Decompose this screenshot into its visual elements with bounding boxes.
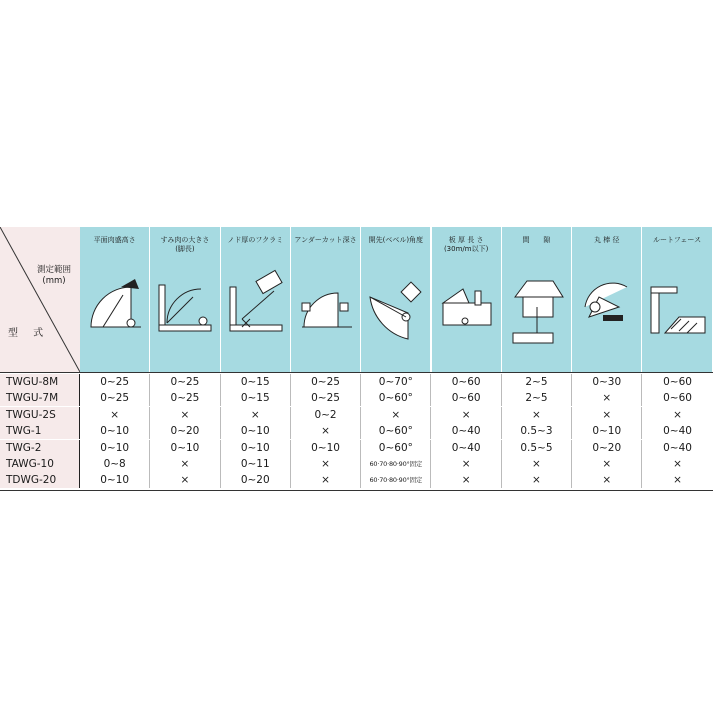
- column-title: 平面肉盛高さ: [93, 236, 136, 244]
- table-cell: ×: [673, 408, 682, 421]
- table-cell: 0~10: [221, 423, 291, 439]
- table-cell: ×: [572, 390, 642, 406]
- throat-thickness-gauge-icon: [224, 257, 288, 347]
- range-label: 測定範囲 (mm): [36, 265, 71, 286]
- table-cell: 0~10: [150, 440, 220, 456]
- table-cell: 0~25: [80, 390, 150, 406]
- table-cell: ×: [150, 472, 220, 488]
- undercut-depth-gauge-icon: [294, 257, 358, 347]
- table-cell: ×: [291, 456, 361, 472]
- table-row: [0, 374, 713, 390]
- table-cell: 0~10: [80, 472, 150, 488]
- table-cell: 0~40: [432, 440, 502, 456]
- column-title: すみ肉の大きさ (脚長): [160, 236, 210, 253]
- table-cell: ×: [150, 407, 220, 423]
- table-row: [0, 472, 713, 488]
- table-cell: ×: [572, 456, 642, 472]
- table-cell: 0~10: [572, 423, 642, 439]
- table-cell: 2~5: [502, 374, 572, 390]
- table-cell: 60·70·80·90°固定: [361, 472, 431, 488]
- table-cell: 0~10: [221, 440, 291, 456]
- table-cell: ×: [502, 456, 572, 472]
- table-cell: ×: [361, 407, 431, 423]
- bevel-angle-gauge-icon: [364, 257, 428, 347]
- table-cell: 0~70°: [361, 374, 431, 390]
- table-cell: 0~60°: [361, 440, 431, 456]
- column-title: 板 厚 長 さ (30m/m以下): [443, 236, 489, 253]
- table-cell: 60·70·80·90°固定: [361, 456, 431, 472]
- column-header-8: [572, 227, 642, 372]
- table-row: [0, 407, 713, 423]
- table-cell: 0~40: [663, 441, 692, 454]
- table-cell: 0~25: [150, 390, 220, 406]
- table-cell: ×: [432, 407, 502, 423]
- table-cell: 2~5: [502, 390, 572, 406]
- gap-gauge-icon: [505, 257, 569, 347]
- table-bottom-border: [0, 490, 713, 491]
- table-cell: 0~40: [663, 425, 692, 438]
- table-cell: 0~60: [663, 376, 692, 388]
- table-cell: 0~15: [221, 374, 291, 390]
- table-row: [0, 390, 713, 406]
- model-name: TDWG-20: [0, 472, 80, 488]
- column-title: ルートフェース: [652, 236, 702, 244]
- table-cell: ×: [221, 407, 291, 423]
- column-header-4: [291, 227, 361, 372]
- header-divider: [0, 372, 713, 373]
- column-header-3: [221, 227, 291, 372]
- table-cell: 0~60: [432, 374, 502, 390]
- table-cell: 0~10: [80, 440, 150, 456]
- table-cell: 0~25: [150, 374, 220, 390]
- column-header-1: [80, 227, 150, 372]
- table-cell: 0.5~3: [502, 423, 572, 439]
- column-header-7: [502, 227, 572, 372]
- model-label: 型 式: [8, 328, 50, 339]
- table-cell: ×: [291, 472, 361, 488]
- table-cell: 0~60: [432, 390, 502, 406]
- table-cell: 0~20: [572, 440, 642, 456]
- table-cell: 0~25: [80, 374, 150, 390]
- table-cell: 0~8: [80, 456, 150, 472]
- table-cell: 0~15: [221, 390, 291, 406]
- table-cell: ×: [502, 472, 572, 488]
- table-cell: 0~40: [432, 423, 502, 439]
- table-cell: ×: [150, 456, 220, 472]
- column-header-2: [150, 227, 220, 372]
- model-name: TWG-2: [0, 440, 80, 456]
- model-name: TWGU-2S: [0, 407, 80, 423]
- table-cell: 0~60°: [361, 423, 431, 439]
- model-name: TWGU-7M: [0, 390, 80, 406]
- column-header-5: [361, 227, 431, 372]
- table-cell: 0~2: [291, 407, 361, 423]
- table-cell: ×: [572, 472, 642, 488]
- column-title: アンダーカット深さ: [294, 236, 357, 244]
- table-row: [0, 423, 713, 439]
- model-name: TAWG-10: [0, 456, 80, 472]
- table-cell: ×: [502, 407, 572, 423]
- table-cell: ×: [572, 407, 642, 423]
- table-cell: 0~25: [291, 390, 361, 406]
- table-cell: 0.5~5: [502, 440, 572, 456]
- column-header-9: [642, 227, 712, 372]
- corner-diagonal: [0, 227, 80, 372]
- table-cell: 0~60: [663, 392, 692, 405]
- table-cell: 0~20: [221, 472, 291, 488]
- table-cell: 0~60°: [361, 390, 431, 406]
- table-cell: 0~30: [572, 374, 642, 390]
- column-title: 間 隙: [522, 236, 551, 244]
- column-title: 開先(ベベル)角度: [368, 236, 424, 244]
- table-cell: 0~20: [150, 423, 220, 439]
- model-name: TWGU-8M: [0, 374, 80, 390]
- model-name: TWG-1: [0, 423, 80, 439]
- root-face-gauge-icon: [645, 257, 709, 347]
- table-cell: ×: [432, 456, 502, 472]
- table-row: [0, 456, 713, 472]
- table-cell: 0~25: [291, 374, 361, 390]
- column-title: ノド厚のフクラミ: [227, 236, 284, 244]
- fillet-leg-gauge-icon: [153, 257, 217, 347]
- spec-table: [0, 227, 713, 488]
- table-cell: 0~10: [80, 423, 150, 439]
- table-cell: ×: [80, 407, 150, 423]
- plate-thickness-gauge-icon: [435, 257, 499, 347]
- table-cell: 0~11: [221, 456, 291, 472]
- table-cell: ×: [673, 474, 682, 487]
- column-header-6: [432, 227, 502, 372]
- table-cell: ×: [291, 423, 361, 439]
- header-corner: [0, 227, 81, 372]
- table-cell: 0~10: [291, 440, 361, 456]
- table-row: [0, 440, 713, 456]
- column-title: 丸 棒 径: [594, 236, 620, 244]
- table-cell: ×: [432, 472, 502, 488]
- round-bar-diameter-gauge-icon: [575, 257, 639, 347]
- fillet-height-gauge-icon: [83, 257, 147, 347]
- table-cell: ×: [673, 458, 682, 470]
